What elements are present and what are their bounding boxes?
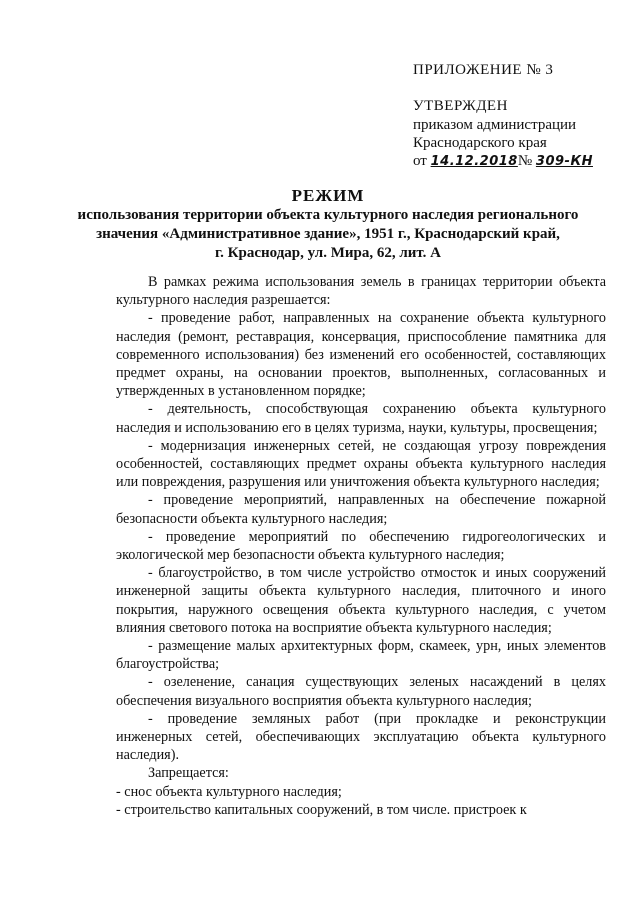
forbidden-item: - снос объекта культурного наследия; <box>116 783 342 800</box>
approved-title: УТВЕРЖДЕН <box>413 98 508 114</box>
allowed-item: - благоустройство, в том числе устройство отмосток и иных сооружений инженерной защиты объекта культурного наследия, плиточного и иного покрытия, наружного освещения объекта культурного наследия, с учетом влияния светового потока на восприятие объекта культурного наследия; <box>116 565 606 636</box>
allowed-item: - проведение работ, направленных на сохранение объекта культурного наследия (ремонт, реставрация, консервация, приспособление памятника для современного использования) без изменений его особенностей, составляющих предмет охраны, на основании проектов, выполненных, согласованных и утвержденных в установленном порядке; <box>116 310 606 400</box>
document-title <box>60 186 596 263</box>
title-line-1: использования территории объекта культурного наследия регионального <box>77 207 579 223</box>
allowed-item: - проведение мероприятий по обеспечению гидрогеологических и экологической мер безопасности объекта культурного наследия; <box>116 528 606 564</box>
appendix-label: ПРИЛОЖЕНИЕ № 3 <box>413 62 554 78</box>
date-prefix: от <box>413 153 427 169</box>
title-line-3: г. Краснодар, ул. Мира, 62, лит. А <box>215 245 441 261</box>
allowed-item: - проведение мероприятий, направленных на обеспечение пожарной безопасности объекта культурного наследия; <box>116 492 606 527</box>
title-main: РЕЖИМ <box>291 186 365 205</box>
approved-line-1: приказом администрации <box>413 117 577 133</box>
forbidden-item: - строительство капитальных сооружений, в том числе. пристроек к <box>116 801 527 818</box>
number-sign: № <box>517 153 533 169</box>
approved-line-2: Краснодарского края <box>413 135 547 151</box>
document-body <box>116 273 606 819</box>
approval-block <box>413 97 593 171</box>
approval-date-line <box>413 152 593 171</box>
title-line-2: значения «Административное здание», 1951 г., Краснодарский край, <box>96 226 560 242</box>
handwritten-date: 14.12.2018 <box>430 154 518 169</box>
intro-paragraph: В рамках режима использования земель в границах территории объекта культурного наследия разрешается: <box>116 274 606 309</box>
allowed-item: - деятельность, способствующая сохранению объекта культурного наследия и использованию его в целях туризма, науки, культуры, просвещения; <box>116 401 606 436</box>
forbidden-heading: Запрещается: <box>148 765 229 782</box>
allowed-item: - проведение земляных работ (при прокладке и реконструкции инженерных сетей, обеспечивающих эксплуатацию объекта культурного наследия). <box>116 710 606 764</box>
allowed-item: - озеленение, санация существующих зеленых насаждений в целях обеспечения визуального восприятия объекта культурного наследия; <box>116 674 606 709</box>
handwritten-number: 309-КН <box>535 154 593 169</box>
allowed-item: - размещение малых архитектурных форм, скамеек, урн, иных элементов благоустройства; <box>116 638 606 673</box>
allowed-item: - модернизация инженерных сетей, не создающая угрозу повреждения особенностей, составляющих предмет охраны объекта культурного наследия или повреждения, разрушения или уничтожения объекта культурного наследия; <box>116 437 606 491</box>
